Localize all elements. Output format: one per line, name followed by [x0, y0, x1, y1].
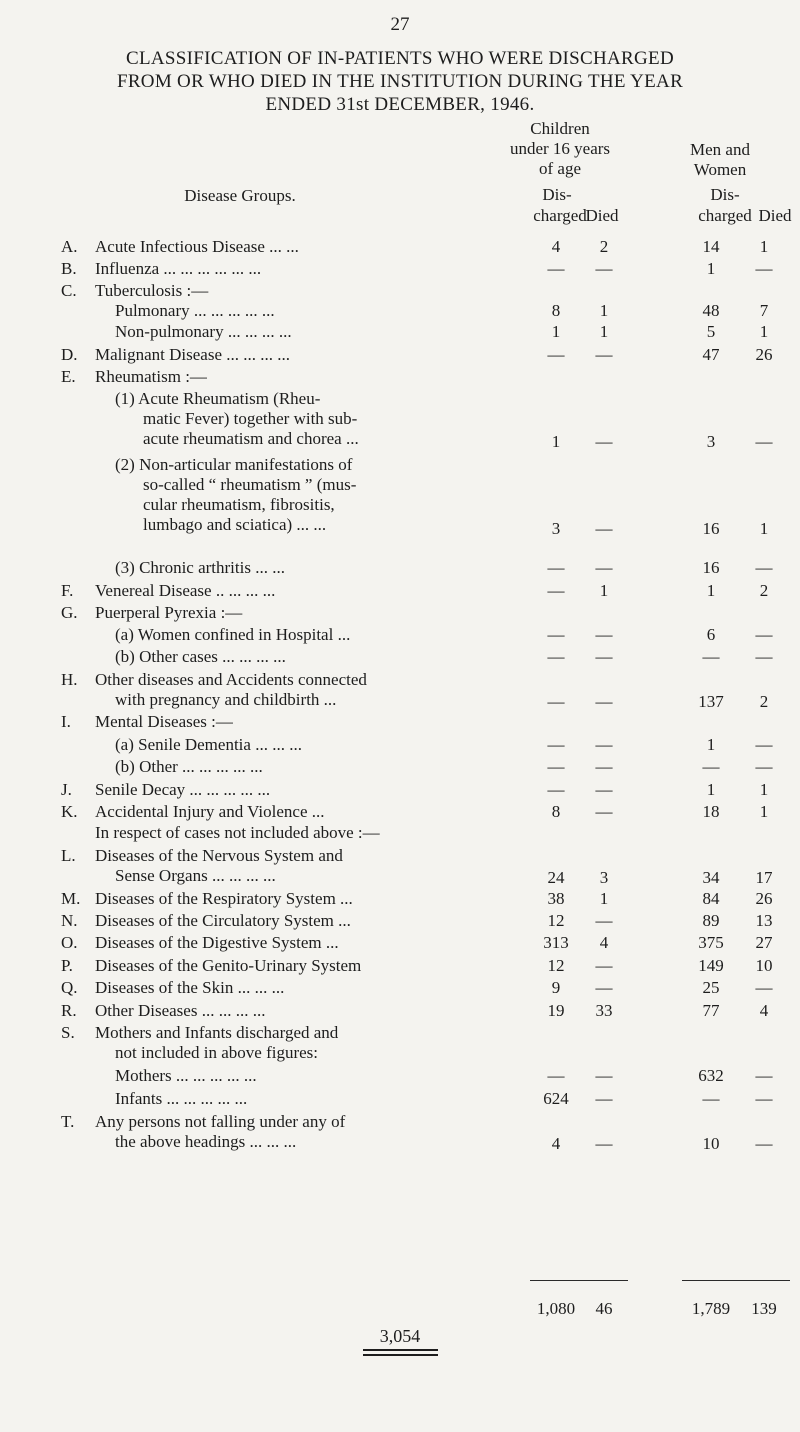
- row-value-c3: 1: [706, 735, 716, 754]
- row-value-c4: 2: [759, 692, 769, 711]
- row-value-c4: 1: [759, 780, 769, 799]
- row-value-c3: 137: [698, 692, 724, 711]
- header-children: [500, 119, 620, 179]
- row-label: Mothers ... ... ... ... ...: [115, 1066, 257, 1085]
- row-label: (3) Chronic arthritis ... ...: [115, 558, 285, 577]
- table-row: [0, 367, 800, 388]
- table-row: [0, 1001, 800, 1022]
- row-letter: G.: [61, 603, 78, 622]
- row-label-line: not included in above figures:: [115, 1043, 319, 1062]
- row-label-line: lumbago and sciatica) ... ...: [143, 515, 327, 534]
- row-value-c3: 77: [702, 1001, 720, 1020]
- total-rule-1: [530, 1280, 584, 1281]
- row-value-c3: 14: [702, 237, 720, 256]
- row-value-c2: 1: [599, 581, 609, 600]
- total-rule-2: [580, 1280, 628, 1281]
- row-value-c3: 1: [706, 259, 716, 278]
- header-children-charged: charged: [533, 206, 587, 225]
- row-value-c2: 1: [599, 301, 609, 320]
- row-label-line: so-called “ rheumatism ” (mus-: [143, 475, 357, 494]
- row-label: Diseases of the Skin ... ... ...: [95, 978, 285, 997]
- table-row: [0, 647, 800, 668]
- row-value-c2: —: [595, 802, 613, 821]
- row-value-c2: 3: [599, 868, 609, 887]
- row-value-c1: —: [547, 757, 565, 776]
- row-label: Influenza ... ... ... ... ... ...: [95, 259, 262, 278]
- row-label: (b) Other cases ... ... ... ...: [115, 647, 286, 666]
- row-value-c3: 16: [702, 519, 720, 538]
- row-label-line: with pregnancy and childbirth ...: [115, 690, 337, 709]
- row-value-c2: —: [595, 519, 613, 538]
- row-label-line: acute rheumatism and chorea ...: [143, 429, 359, 448]
- row-value-c1: 12: [547, 956, 565, 975]
- table-row: [0, 625, 800, 646]
- header-children-died: Died: [585, 206, 619, 225]
- row-value-c3: 5: [706, 322, 716, 341]
- row-value-c4: —: [755, 757, 773, 776]
- row-value-c4: —: [755, 647, 773, 666]
- row-value-c1: 4: [551, 237, 561, 256]
- table-row: [0, 301, 800, 322]
- row-label: [95, 670, 535, 710]
- row-value-c1: —: [547, 625, 565, 644]
- header-adults-dis: Dis-: [710, 185, 740, 204]
- row-letter: H.: [61, 670, 78, 689]
- row-value-c1: 8: [551, 802, 561, 821]
- row-label: [95, 846, 535, 886]
- row-value-c1: —: [547, 1066, 565, 1085]
- row-value-c4: —: [755, 1134, 773, 1153]
- table-row: [0, 757, 800, 778]
- row-value-c1: 1: [551, 322, 561, 341]
- row-value-c3: 6: [706, 625, 716, 644]
- row-label: [95, 1023, 535, 1063]
- row-value-c4: 10: [755, 956, 773, 975]
- row-label: [115, 455, 555, 535]
- table-row: [0, 1112, 800, 1154]
- header-children-dis: Dis-: [542, 185, 572, 204]
- page-number: 27: [390, 14, 410, 35]
- row-label-line: the above headings ... ... ...: [115, 1132, 297, 1151]
- grand-total: 3,054: [379, 1326, 421, 1346]
- row-letter: L.: [61, 846, 76, 865]
- row-label: Diseases of the Digestive System ...: [95, 933, 339, 952]
- row-value-c2: —: [595, 1089, 613, 1108]
- row-value-c3: 375: [698, 933, 724, 952]
- row-value-c2: —: [595, 780, 613, 799]
- table-row: [0, 823, 800, 844]
- row-value-c2: —: [595, 956, 613, 975]
- total-adults-discharged: 1,789: [691, 1299, 731, 1318]
- row-letter: R.: [61, 1001, 77, 1020]
- row-label-line: Sense Organs ... ... ... ...: [115, 866, 276, 885]
- table-row: [0, 956, 800, 977]
- row-value-c4: 7: [759, 301, 769, 320]
- header-adults-charged: charged: [698, 206, 752, 225]
- row-value-c4: 13: [755, 911, 773, 930]
- row-value-c2: 4: [599, 933, 609, 952]
- row-value-c3: —: [702, 1089, 720, 1108]
- grand-total-underline-2: [363, 1354, 438, 1356]
- total-adults-died: 139: [751, 1299, 777, 1318]
- row-value-c2: 1: [599, 889, 609, 908]
- row-value-c4: 1: [759, 519, 769, 538]
- row-value-c2: 33: [595, 1001, 613, 1020]
- row-value-c4: —: [755, 259, 773, 278]
- row-label-line: cular rheumatism, fibrositis,: [143, 495, 335, 514]
- table-row: [0, 911, 800, 932]
- row-value-c2: —: [595, 757, 613, 776]
- row-value-c1: —: [547, 647, 565, 666]
- table-row: [0, 735, 800, 756]
- row-value-c1: 624: [543, 1089, 569, 1108]
- header-children-line-1: Children: [530, 119, 590, 138]
- row-value-c4: —: [755, 1089, 773, 1108]
- row-value-c2: —: [595, 259, 613, 278]
- row-value-c4: 17: [755, 868, 773, 887]
- row-letter: Q.: [61, 978, 78, 997]
- row-value-c3: —: [702, 647, 720, 666]
- row-value-c1: 8: [551, 301, 561, 320]
- row-letter: A.: [61, 237, 78, 256]
- row-value-c2: —: [595, 1134, 613, 1153]
- row-value-c4: —: [755, 558, 773, 577]
- row-label-line: Mothers and Infants discharged and: [95, 1023, 339, 1042]
- row-label: Malignant Disease ... ... ... ...: [95, 345, 290, 364]
- row-label: (b) Other ... ... ... ... ...: [115, 757, 263, 776]
- row-label: (a) Women confined in Hospital ...: [115, 625, 351, 644]
- row-value-c1: —: [547, 735, 565, 754]
- row-value-c2: —: [595, 911, 613, 930]
- row-value-c4: —: [755, 625, 773, 644]
- row-value-c3: 34: [702, 868, 720, 887]
- row-letter: T.: [61, 1112, 75, 1131]
- row-value-c3: 632: [698, 1066, 724, 1085]
- row-value-c2: 1: [599, 322, 609, 341]
- row-value-c2: —: [595, 692, 613, 711]
- row-label-line: Diseases of the Nervous System and: [95, 846, 343, 865]
- row-value-c1: —: [547, 259, 565, 278]
- row-label: Non-pulmonary ... ... ... ...: [115, 322, 292, 341]
- row-value-c3: 16: [702, 558, 720, 577]
- header-men-line-1: Men and: [690, 140, 750, 159]
- row-label: [95, 1112, 535, 1152]
- row-label-line: matic Fever) together with sub-: [143, 409, 358, 428]
- row-letter: P.: [61, 956, 73, 975]
- table-row: [0, 322, 800, 343]
- header-disease-groups: Disease Groups.: [184, 186, 296, 205]
- row-letter: I.: [61, 712, 71, 731]
- row-value-c1: —: [547, 581, 565, 600]
- row-value-c2: —: [595, 432, 613, 451]
- row-value-c2: —: [595, 625, 613, 644]
- row-value-c3: 25: [702, 978, 720, 997]
- table-row: [0, 281, 800, 302]
- row-label: Infants ... ... ... ... ...: [115, 1089, 248, 1108]
- row-label-line: Any persons not falling under any of: [95, 1112, 346, 1131]
- row-letter: S.: [61, 1023, 75, 1042]
- table-row: [0, 933, 800, 954]
- row-value-c3: 89: [702, 911, 720, 930]
- table-row: [0, 1089, 800, 1110]
- total-rule-4: [740, 1280, 790, 1281]
- row-letter: J.: [61, 780, 72, 799]
- row-value-c4: —: [755, 1066, 773, 1085]
- row-value-c3: 84: [702, 889, 720, 908]
- table-row: [0, 581, 800, 602]
- row-value-c2: —: [595, 978, 613, 997]
- row-value-c1: 12: [547, 911, 565, 930]
- row-value-c1: 38: [547, 889, 565, 908]
- row-value-c1: 24: [547, 868, 565, 887]
- row-label: Accidental Injury and Violence ...: [95, 802, 325, 821]
- row-value-c2: —: [595, 647, 613, 666]
- row-label: Venereal Disease .. ... ... ...: [95, 581, 276, 600]
- row-label: [115, 389, 555, 449]
- table-row: [0, 389, 800, 452]
- total-rule-3: [682, 1280, 744, 1281]
- row-value-c1: —: [547, 692, 565, 711]
- row-value-c4: —: [755, 978, 773, 997]
- row-label: Diseases of the Circulatory System ...: [95, 911, 351, 930]
- row-label: Rheumatism :—: [95, 367, 207, 386]
- row-label: Tuberculosis :—: [95, 281, 209, 300]
- row-value-c4: 1: [759, 322, 769, 341]
- row-letter: B.: [61, 259, 77, 278]
- table-row: [0, 780, 800, 801]
- row-label-line: (2) Non-articular manifestations of: [115, 455, 353, 474]
- row-letter: O.: [61, 933, 78, 952]
- table-row: [0, 846, 800, 888]
- table-row: [0, 237, 800, 258]
- row-value-c1: —: [547, 345, 565, 364]
- title-line-2: FROM OR WHO DIED IN THE INSTITUTION DURING THE YEAR: [116, 71, 684, 92]
- table-row: [0, 802, 800, 823]
- row-value-c4: —: [755, 735, 773, 754]
- row-value-c4: 2: [759, 581, 769, 600]
- row-value-c4: 1: [759, 237, 769, 256]
- row-label: Acute Infectious Disease ... ...: [95, 237, 299, 256]
- row-value-c4: 4: [759, 1001, 769, 1020]
- row-letter: N.: [61, 911, 78, 930]
- row-value-c3: 1: [706, 581, 716, 600]
- grand-total-underline-1: [363, 1349, 438, 1351]
- row-value-c1: 313: [543, 933, 569, 952]
- row-label-line: (1) Acute Rheumatism (Rheu-: [115, 389, 321, 408]
- row-value-c4: 27: [755, 933, 773, 952]
- table-row: [0, 889, 800, 910]
- row-value-c1: 3: [551, 519, 561, 538]
- title-line-1: CLASSIFICATION OF IN-PATIENTS WHO WERE DISCHARGED: [126, 48, 674, 69]
- row-value-c3: 10: [702, 1134, 720, 1153]
- row-value-c3: 149: [698, 956, 724, 975]
- header-men-line-2: Women: [693, 160, 747, 179]
- row-value-c2: —: [595, 735, 613, 754]
- row-value-c1: 4: [551, 1134, 561, 1153]
- row-label: Senile Decay ... ... ... ... ...: [95, 780, 271, 799]
- row-label-line: Other diseases and Accidents connected: [95, 670, 367, 689]
- row-value-c3: 48: [702, 301, 720, 320]
- row-value-c4: —: [755, 432, 773, 451]
- header-men-women: [660, 140, 780, 180]
- row-label: Puerperal Pyrexia :—: [95, 603, 243, 622]
- table-row: [0, 345, 800, 366]
- table-row: [0, 259, 800, 280]
- row-value-c2: —: [595, 1066, 613, 1085]
- row-value-c2: —: [595, 345, 613, 364]
- row-label: In respect of cases not included above :—: [95, 823, 380, 842]
- row-value-c2: 2: [599, 237, 609, 256]
- row-value-c3: 18: [702, 802, 720, 821]
- row-letter: D.: [61, 345, 78, 364]
- row-value-c3: 47: [702, 345, 720, 364]
- table-row: [0, 712, 800, 733]
- header-adults-died: Died: [758, 206, 792, 225]
- row-value-c1: —: [547, 558, 565, 577]
- row-value-c1: 19: [547, 1001, 565, 1020]
- header-children-line-2: under 16 years: [509, 139, 611, 158]
- row-value-c1: —: [547, 780, 565, 799]
- row-value-c4: 26: [755, 889, 773, 908]
- header-children-line-3: of age: [538, 159, 581, 178]
- row-letter: E.: [61, 367, 76, 386]
- table-row: [0, 455, 800, 539]
- table-row: [0, 603, 800, 624]
- row-letter: C.: [61, 281, 77, 300]
- row-value-c1: 1: [551, 432, 561, 451]
- title-line-3: ENDED 31st DECEMBER, 1946.: [265, 94, 535, 115]
- table-row: [0, 670, 800, 712]
- row-value-c3: 3: [706, 432, 716, 451]
- row-label: (a) Senile Dementia ... ... ...: [115, 735, 302, 754]
- row-value-c3: —: [702, 757, 720, 776]
- table-row: [0, 1023, 800, 1065]
- total-children-discharged: 1,080: [536, 1299, 576, 1318]
- row-letter: K.: [61, 802, 78, 821]
- table-row: [0, 558, 800, 579]
- row-value-c2: —: [595, 558, 613, 577]
- row-label: Mental Diseases :—: [95, 712, 233, 731]
- total-children-died: 46: [595, 1299, 613, 1318]
- row-value-c4: 26: [755, 345, 773, 364]
- row-letter: M.: [61, 889, 81, 908]
- row-label: Other Diseases ... ... ... ...: [95, 1001, 266, 1020]
- table-row: [0, 978, 800, 999]
- row-label: Diseases of the Genito-Urinary System: [95, 956, 362, 975]
- row-value-c1: 9: [551, 978, 561, 997]
- row-letter: F.: [61, 581, 74, 600]
- row-value-c4: 1: [759, 802, 769, 821]
- table-row: [0, 1066, 800, 1087]
- row-label: Diseases of the Respiratory System ...: [95, 889, 353, 908]
- row-label: Pulmonary ... ... ... ... ...: [115, 301, 275, 320]
- row-value-c3: 1: [706, 780, 716, 799]
